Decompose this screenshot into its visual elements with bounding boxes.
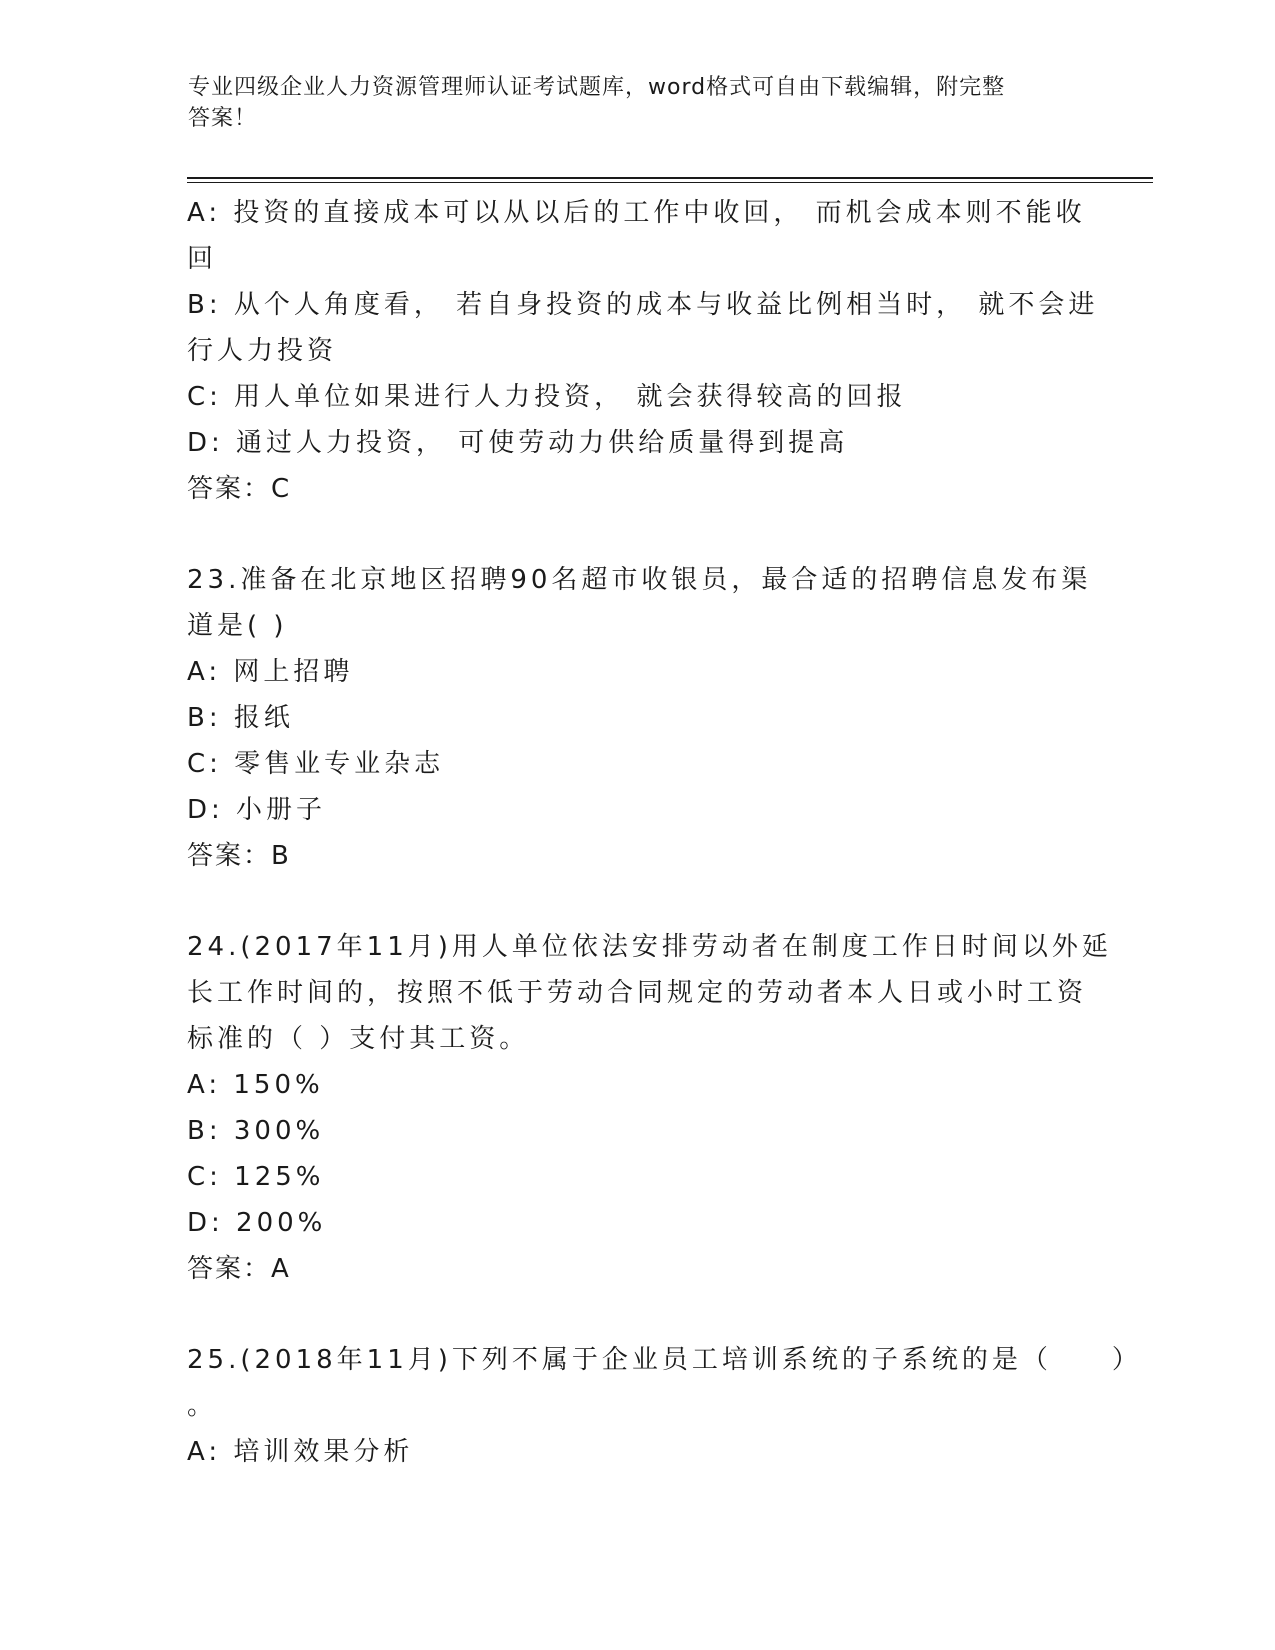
spacer bbox=[187, 1292, 1087, 1337]
q25-stem-line-2: 。 bbox=[187, 1391, 218, 1421]
question-list bbox=[187, 190, 1142, 1475]
question-24 bbox=[187, 924, 1112, 1292]
q22-option-a-line-1: A: 投资的直接成本可以从以后的工作中收回， 而机会成本则不能收 bbox=[187, 198, 1086, 228]
q23-option-a: A: 网上招聘 bbox=[187, 657, 354, 687]
q23-answer: 答案：B bbox=[187, 841, 291, 871]
q25-option-a: A: 培训效果分析 bbox=[187, 1437, 414, 1467]
q23-stem-line-1: 23.准备在北京地区招聘90名超市收银员，最合适的招聘信息发布渠 bbox=[187, 565, 1092, 595]
spacer bbox=[187, 879, 1087, 924]
q23-stem-line-2: 道是( ) bbox=[187, 611, 288, 641]
q24-option-b: B: 300% bbox=[187, 1116, 325, 1146]
question-23 bbox=[187, 557, 1092, 879]
q22-option-d: D: 通过人力投资， 可使劳动力供给质量得到提高 bbox=[187, 428, 849, 458]
q22-answer: 答案：C bbox=[187, 474, 292, 504]
q22-option-a-line-2: 回 bbox=[187, 244, 218, 274]
header-divider-thin bbox=[187, 182, 1153, 183]
header-divider-thick bbox=[187, 177, 1153, 179]
q22-option-c: C: 用人单位如果进行人力投资， 就会获得较高的回报 bbox=[187, 382, 907, 412]
q24-option-a: A: 150% bbox=[187, 1070, 324, 1100]
spacer bbox=[187, 512, 1087, 557]
q24-answer: 答案：A bbox=[187, 1254, 291, 1284]
question-25 bbox=[187, 1337, 1142, 1475]
header-line-1: 专业四级企业人力资源管理师认证考试题库，word格式可自由下载编辑，附完整 bbox=[188, 75, 1006, 100]
q24-stem-line-3: 标准的（ ）支付其工资。 bbox=[187, 1024, 530, 1054]
q24-option-c: C: 125% bbox=[187, 1162, 325, 1192]
q22-option-b-line-2: 行人力投资 bbox=[187, 336, 338, 366]
q24-stem-line-1: 24.(2017年11月)用人单位依法安排劳动者在制度工作日时间以外延 bbox=[187, 932, 1112, 962]
page-header bbox=[188, 72, 1068, 134]
q24-stem-line-2: 长工作时间的，按照不低于劳动合同规定的劳动者本人日或小时工资 bbox=[187, 978, 1088, 1008]
question-22 bbox=[187, 190, 1099, 512]
q22-option-b-line-1: B: 从个人角度看， 若自身投资的成本与收益比例相当时， 就不会进 bbox=[187, 290, 1099, 320]
q23-option-d: D: 小册子 bbox=[187, 795, 327, 825]
q23-option-b: B: 报纸 bbox=[187, 703, 294, 733]
q24-option-d: D: 200% bbox=[187, 1208, 327, 1238]
q25-stem-line-1: 25.(2018年11月)下列不属于企业员工培训系统的子系统的是（ ） bbox=[187, 1345, 1142, 1375]
header-line-2: 答案！ bbox=[188, 106, 258, 131]
q23-option-c: C: 零售业专业杂志 bbox=[187, 749, 445, 779]
